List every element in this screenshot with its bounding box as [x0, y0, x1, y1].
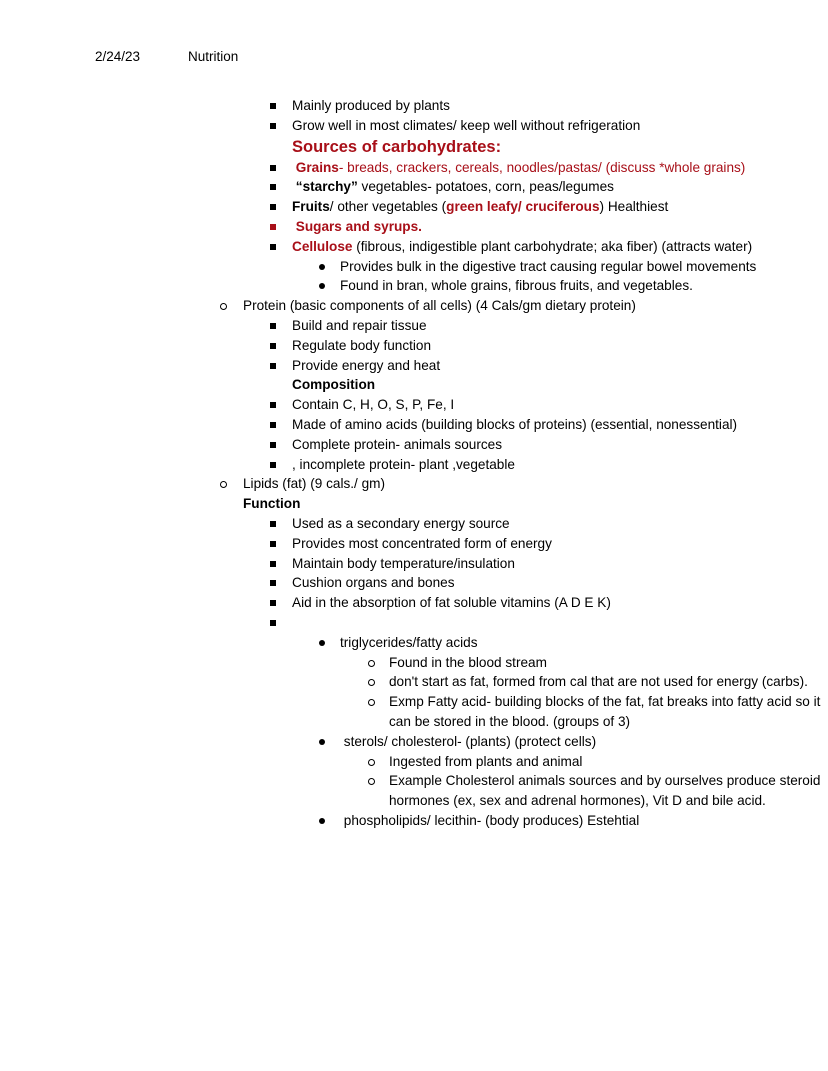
square-bullet-icon	[270, 224, 276, 230]
list-item-text: Complete protein- animals sources	[292, 436, 503, 452]
list-item-empty	[0, 613, 828, 633]
list-item-text: Used as a secondary energy source	[292, 515, 510, 531]
list-item-protein	[0, 296, 828, 316]
square-bullet-icon	[270, 541, 276, 547]
list-item-text: triglycerides/fatty acids	[340, 634, 478, 650]
grains-label: Grains	[295, 159, 339, 175]
circle-bullet-icon	[368, 660, 375, 667]
list-item	[0, 276, 828, 296]
list-item-text	[340, 811, 828, 831]
circle-bullet-icon	[368, 679, 375, 686]
square-bullet-icon	[270, 103, 276, 109]
square-bullet-icon	[270, 123, 276, 129]
sterols-label: sterols/ cholesterol- (plants) (protect cells)	[343, 733, 597, 749]
square-bullet-icon	[270, 363, 276, 369]
list-item	[0, 356, 828, 376]
list-item-text	[292, 177, 828, 197]
list-item-text: Made of amino acids (building blocks of proteins) (essential, nonessential)	[292, 416, 738, 432]
list-item-cellulose	[0, 237, 828, 257]
section-heading-text: Composition	[292, 377, 376, 393]
list-item	[0, 316, 828, 336]
list-item	[0, 455, 828, 475]
circle-bullet-icon	[368, 699, 375, 706]
square-bullet-icon	[270, 402, 276, 408]
list-item-text: Ingested from plants and animal	[389, 753, 583, 769]
list-item-lipids	[0, 474, 828, 494]
square-bullet-icon	[270, 442, 276, 448]
sugars-label: Sugars and syrups.	[295, 218, 422, 234]
cellulose-label: Cellulose	[292, 238, 353, 254]
header-title: Nutrition	[188, 49, 239, 64]
starchy-rest: vegetables- potatoes, corn, peas/legumes	[357, 179, 614, 195]
list-item-text	[292, 197, 828, 217]
section-heading-sources	[0, 136, 828, 158]
list-item-phospholipids	[0, 811, 828, 831]
circle-bullet-icon	[368, 778, 375, 785]
list-item	[0, 415, 828, 435]
list-item-text	[292, 158, 828, 178]
disc-bullet-icon	[319, 640, 325, 646]
list-item	[0, 336, 828, 356]
list-item	[0, 395, 828, 415]
circle-bullet-icon	[368, 759, 375, 766]
list-item-text: Provides bulk in the digestive tract causing regular bowel movements	[340, 258, 757, 274]
list-item	[0, 573, 828, 593]
list-item-text: Build and repair tissue	[292, 317, 427, 333]
section-heading-text: Function	[243, 496, 301, 512]
list-item-starchy	[0, 177, 828, 197]
list-item-text	[292, 237, 828, 257]
section-heading-function	[0, 494, 828, 514]
square-bullet-icon	[270, 184, 276, 190]
grains-rest: - breads, crackers, cereals, noodles/pastas/ (discuss *whole grains)	[338, 159, 746, 175]
square-bullet-icon	[270, 204, 276, 210]
section-heading-text: Sources of carbohydrates:	[292, 137, 502, 156]
list-item	[0, 435, 828, 455]
list-item	[0, 534, 828, 554]
list-item-text: Aid in the absorption of fat soluble vitamins (A D E K)	[292, 595, 611, 611]
list-item	[0, 653, 828, 673]
list-item-text: Found in bran, whole grains, fibrous fruits, and vegetables.	[340, 278, 693, 294]
square-bullet-icon	[270, 343, 276, 349]
list-item	[0, 554, 828, 574]
list-item-fruits	[0, 197, 828, 217]
list-item	[0, 752, 828, 772]
list-item-text: Provides most concentrated form of energy	[292, 535, 552, 551]
fruits-label: Fruits	[292, 199, 330, 215]
list-item	[0, 692, 828, 732]
list-item-triglycerides	[0, 633, 828, 653]
square-bullet-icon	[270, 620, 276, 626]
square-bullet-icon	[270, 244, 276, 250]
section-heading-composition	[0, 375, 828, 395]
square-bullet-icon	[270, 422, 276, 428]
list-item	[0, 593, 828, 613]
list-item-text: don't start as fat, formed from cal that are not used for energy (carbs).	[389, 674, 808, 690]
circle-bullet-icon	[220, 481, 227, 488]
document-header	[95, 48, 238, 66]
square-bullet-icon	[270, 580, 276, 586]
list-item-text: Regulate body function	[292, 337, 432, 353]
list-item-grains	[0, 158, 828, 178]
square-bullet-icon	[270, 521, 276, 527]
disc-bullet-icon	[319, 264, 325, 270]
outline-body	[0, 96, 828, 831]
list-item-text: Example Cholesterol animals sources and by ourselves produce steroid hormones (ex, sex and adrenal hormones), Vit D and bile acid.	[389, 773, 821, 809]
list-item-text: , incomplete protein- plant ,vegetable	[292, 456, 515, 472]
list-item-text: Provide energy and heat	[292, 357, 441, 373]
list-item-text: Grow well in most climates/ keep well without refrigeration	[292, 117, 641, 133]
fruits-tail: ) Healthiest	[599, 199, 669, 215]
list-item-text: Contain C, H, O, S, P, Fe, I	[292, 397, 455, 413]
cellulose-rest: (fibrous, indigestible plant carbohydrate; aka fiber) (attracts water)	[352, 238, 753, 254]
list-item	[0, 672, 828, 692]
list-item	[0, 771, 828, 811]
list-item-text: Mainly produced by plants	[292, 98, 450, 113]
square-bullet-icon	[270, 165, 276, 171]
list-item-text: Exmp Fatty acid- building blocks of the fat, fat breaks into fatty acid so it can be stored in the blood. (groups of 3)	[389, 694, 821, 729]
list-item-text: Protein (basic components of all cells) (4 Cals/gm dietary protein)	[243, 298, 636, 314]
list-item-text	[292, 217, 828, 237]
list-item-text	[340, 732, 828, 752]
list-item-text: Maintain body temperature/insulation	[292, 555, 515, 571]
circle-bullet-icon	[220, 303, 227, 310]
list-item-text: Lipids (fat) (9 cals./ gm)	[243, 476, 386, 492]
fruits-highlight: green leafy/ cruciferous	[446, 199, 600, 215]
square-bullet-icon	[270, 323, 276, 329]
disc-bullet-icon	[319, 739, 325, 745]
list-item-text: Found in the blood stream	[389, 654, 547, 670]
square-bullet-icon	[270, 600, 276, 606]
fruits-mid: / other vegetables (	[329, 199, 447, 215]
starchy-label: “starchy”	[295, 179, 358, 195]
disc-bullet-icon	[319, 818, 325, 824]
square-bullet-icon	[270, 561, 276, 567]
header-date: 2/24/23	[95, 49, 141, 64]
phospholipids-label: phospholipids/ lecithin- (body produces) Estehtial	[343, 812, 640, 828]
list-item	[0, 514, 828, 534]
disc-bullet-icon	[319, 283, 325, 289]
list-item-sugars	[0, 217, 828, 237]
list-item	[0, 257, 828, 277]
square-bullet-icon	[270, 462, 276, 468]
list-item-text: Cushion organs and bones	[292, 575, 455, 591]
list-item-sterols	[0, 732, 828, 752]
list-item	[0, 116, 828, 136]
list-item	[0, 96, 828, 116]
